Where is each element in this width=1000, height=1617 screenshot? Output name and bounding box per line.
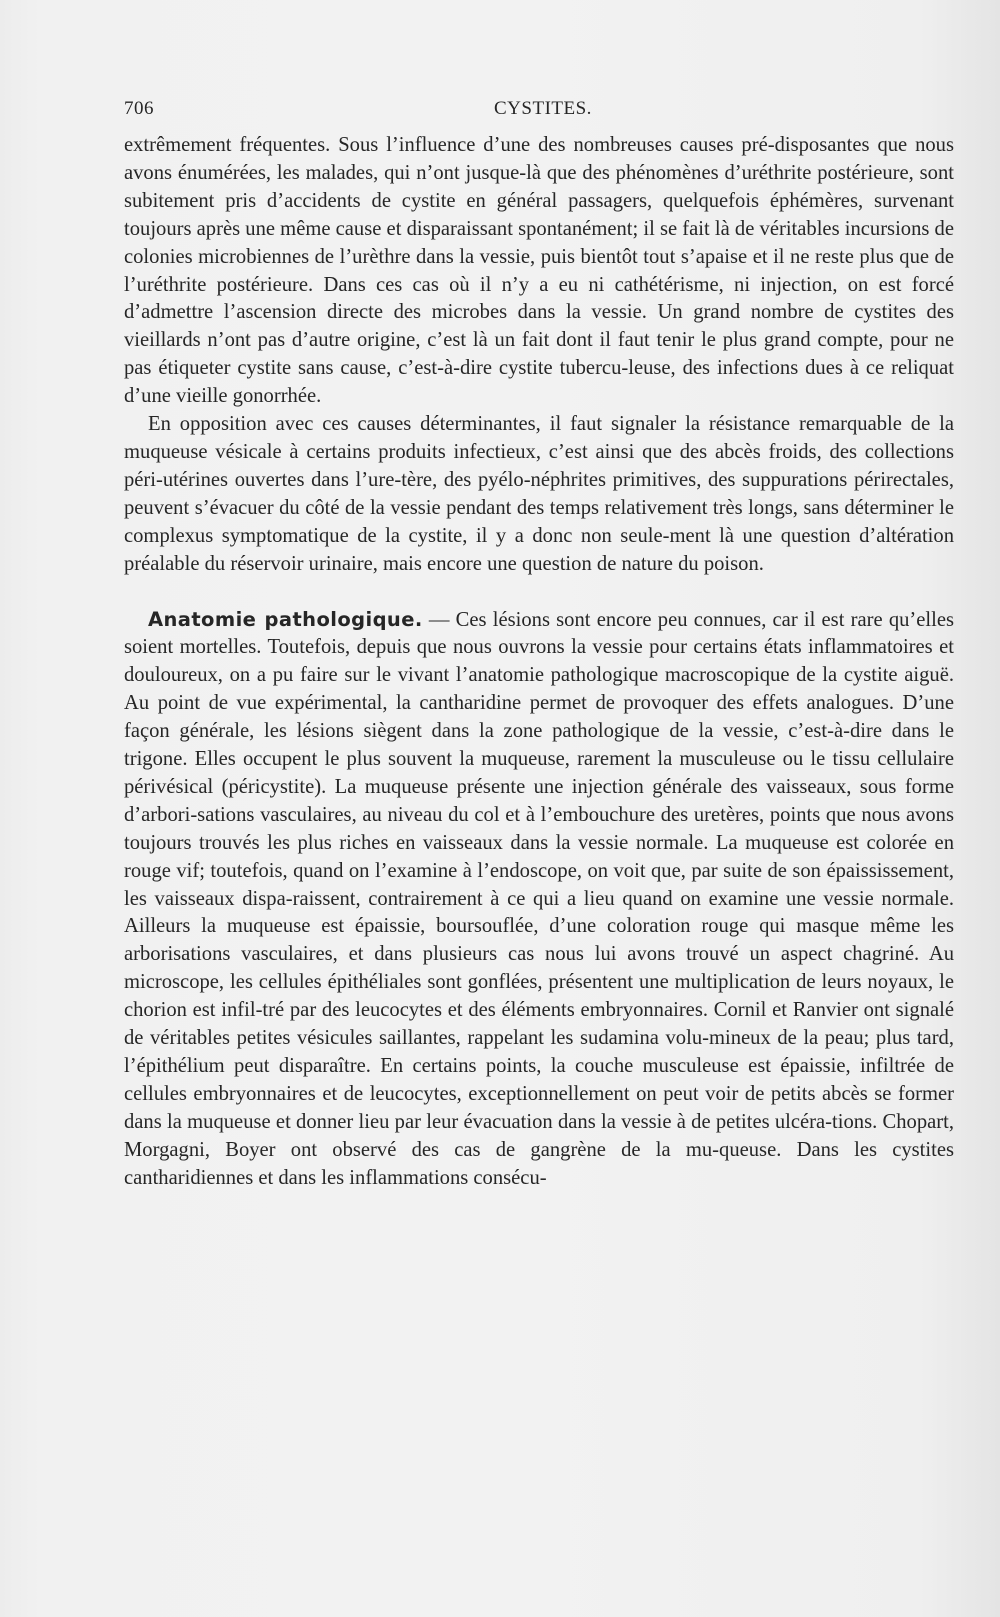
section-title: Anatomie pathologique. (148, 607, 423, 631)
page-number: 706 (124, 98, 154, 119)
paragraph-2: En opposition avec ces causes déterminantes, il faut signaler la résistance remarquable de la muqueuse vésicale à certains produits infectieux, c’est ainsi que des abcès froids, des collections péri-utérines ouvertes dans l’ure-tère, des pyélo-néphrites primitives, des suppurations périrectales, peuvent s’évacuer du côté de la vessie pendant des temps relativement très longs, sans déterminer le complexus symptomatique de la cystite, il y a donc non seule-ment là une question d’altération préalable du réservoir urinaire, mais encore une question de nature du poison. (124, 413, 954, 575)
section-text: Ces lésions sont encore peu connues, car il est rare qu’elles soient mortelles. Toutefois, depuis que nous ouvrons la vessie pour certains états inflammatoires et douloureux, on a pu faire sur le vivant l’anatomie pathologique macroscopique de la cystite aiguë. Au point de vue expérimental, la cantharidine permet de provoquer des effets analogues. D’une façon générale, les lésions siègent dans la zone pathologique de la vessie, c’est-à-dire dans le trigone. Elles occupent le plus souvent la muqueuse, rarement la musculeuse ou le tissu cellulaire périvésical (péricystite). La muqueuse présente une injection générale des vaisseaux, sous forme d’arbori-sations vasculaires, au niveau du col et à l’embouchure des uretères, points que nous avons toujours trouvés les plus riches en vaisseaux dans la vessie normale. La muqueuse est colorée en rouge vif; toutefois, quand on l’examine à l’endoscope, on voit que, par suite de son épaississement, les vaisseaux dispa-raissent, contrairement à ce qui a lieu quand on examine une vessie normale. Ailleurs la muqueuse est épaissie, boursouflée, d’une coloration rouge qui masque même les arborisations vasculaires, et dans plusieurs cas nous lui avons trouvé un aspect chagriné. Au microscope, les cellules épithéliales sont gonflées, présentent une multiplication de leurs noyaux, le chorion est infil-tré par des leucocytes et des éléments embryonnaires. Cornil et Ranvier ont signalé de véritables petites vésicules saillantes, rappelant les sudamina volu-mineux de la peau; plus tard, l’épithélium peut disparaître. En certains points, la couche musculeuse est épaissie, infiltrée de cellules embryonnaires et de leucocytes, exceptionnellement on peut voir de petits abcès se former dans la muqueuse et donner lieu par leur évacuation dans la vessie à de petites ulcéra-tions. Chopart, Morgagni, Boyer ont observé des cas de gangrène de la mu-queuse. Dans les cystites cantharidiennes et dans les inflammations consécu- (124, 608, 955, 1189)
section-anatomie-pathologique (124, 606, 954, 1193)
page-header (124, 98, 958, 128)
running-title: CYSTITES. (494, 98, 592, 119)
paragraph-1: extrêmement fréquentes. Sous l’influence d’une des nombreuses causes pré-disposantes que nous avons énumérées, les malades, qui n’ont jusque-là que des phénomènes d’uréthrite postérieure, sont subitement pris d’accidents de cystite en général passagers, quelquefois éphémères, survenant toujours après une même cause et disparaissant spontanément; il se fait là de véritables incursions de colonies microbiennes de l’urèthre dans la vessie, puis bientôt tout s’apaise et il ne reste plus que de l’uréthrite postérieure. Dans ces cas où il n’y a eu ni cathétérisme, ni injection, on est forcé d’admettre l’ascension directe des microbes dans la vessie. Un grand nombre de cystites des vieillards n’ont pas d’autre origine, c’est là un fait dont il faut tenir le plus grand compte, pour ne pas étiqueter cystite sans cause, c’est-à-dire cystite tubercu-leuse, des infections dues à ce reliquat d’une vieille gonorrhée. (124, 134, 954, 408)
body-text (124, 132, 954, 1193)
section-dash: — (422, 608, 456, 631)
